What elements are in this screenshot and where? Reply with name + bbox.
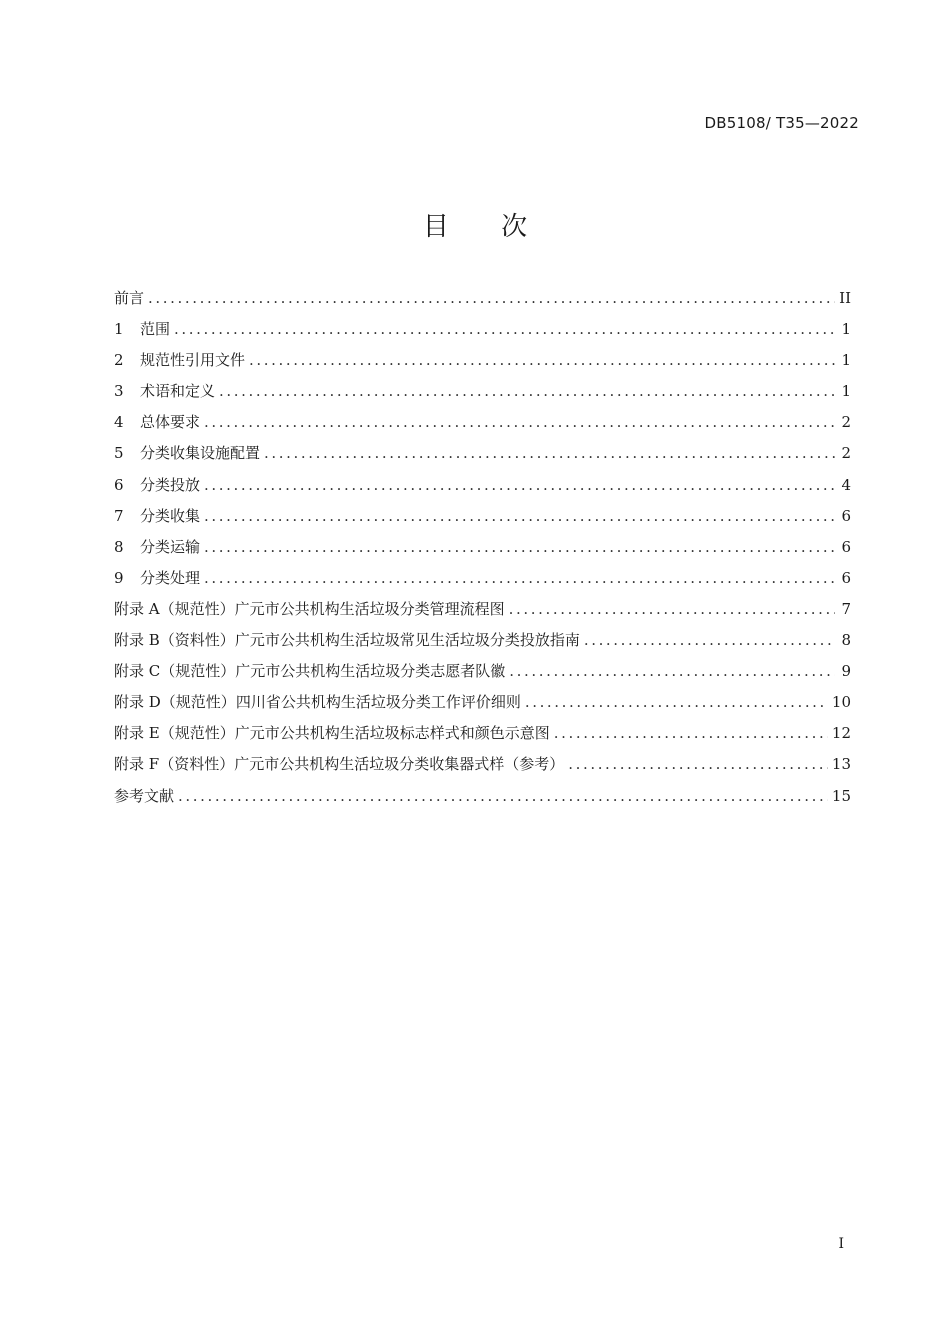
toc-dot-leader	[509, 594, 835, 625]
toc-entry-page: 8	[841, 631, 851, 650]
toc-entry-label: 四川省公共机构生活垃圾分类工作评价细则	[235, 693, 521, 712]
toc-entry-kind: （规范性）	[160, 662, 236, 681]
toc-entry-annex: 附录 C	[114, 662, 161, 681]
toc-entry-annex: 附录 A	[114, 599, 160, 618]
toc-entry-page: 1	[841, 382, 851, 401]
toc-entry-page: 2	[841, 444, 851, 463]
toc-entry-number: 9	[114, 568, 124, 587]
toc-dot-leader	[509, 656, 835, 687]
toc-entry-page: 2	[841, 413, 851, 432]
toc-entry-number: 8	[114, 537, 124, 556]
toc-entry[interactable]	[114, 283, 851, 314]
toc-entry[interactable]	[114, 687, 851, 718]
toc-entry-label: 分类处理	[140, 568, 201, 587]
toc-entry-label: 分类收集设施配置	[140, 444, 261, 463]
toc-entry[interactable]	[114, 501, 851, 532]
toc-entry-page: 7	[841, 599, 851, 618]
toc-entry-kind: （资料性）	[159, 631, 235, 650]
toc-entry[interactable]	[114, 625, 851, 656]
toc-entry[interactable]	[114, 376, 851, 407]
toc-entry-number: 2	[114, 351, 124, 370]
toc-entry[interactable]	[114, 749, 851, 780]
toc-entry-label: 广元市公共机构生活垃圾分类管理流程图	[234, 599, 505, 618]
toc-entry-number: 7	[114, 506, 124, 525]
toc-entry-annex: 附录 F	[114, 755, 160, 774]
toc-entry[interactable]	[114, 594, 851, 625]
toc-entry-label: 规范性引用文件	[140, 351, 246, 370]
toc-dot-leader	[584, 625, 835, 656]
toc-entry-kind: （规范性）	[160, 693, 236, 712]
toc-entry-page: 1	[841, 320, 851, 339]
toc-dot-leader	[264, 438, 835, 469]
toc-entry-page: II	[839, 289, 851, 307]
toc-entry-page: 1	[841, 351, 851, 370]
toc-entry-label: 分类运输	[140, 537, 201, 556]
toc-entry-number: 3	[114, 382, 124, 401]
toc-entry-label: 前言	[114, 289, 145, 307]
toc-entry[interactable]	[114, 563, 851, 594]
toc-entry-kind: （规范性）	[159, 724, 235, 743]
toc-entry-page: 10	[831, 693, 851, 712]
toc-entry-label: 广元市公共机构生活垃圾分类志愿者队徽	[235, 662, 506, 681]
toc-dot-leader	[204, 532, 835, 563]
toc-entry[interactable]	[114, 781, 851, 812]
toc-entry-label: 参考文献	[114, 786, 175, 805]
toc-entry[interactable]	[114, 407, 851, 438]
toc-entry-page: 15	[831, 786, 851, 805]
toc-dot-leader	[174, 314, 835, 345]
toc-entry-label: 广元市公共机构生活垃圾标志样式和颜色示意图	[234, 724, 550, 743]
toc-entry-label: 分类收集	[140, 506, 201, 525]
toc-entry-number: 6	[114, 475, 124, 494]
toc-entry[interactable]	[114, 438, 851, 469]
toc-entry-number: 4	[114, 413, 124, 432]
toc-entry-label: 广元市公共机构生活垃圾常见生活垃圾分类投放指南	[234, 631, 580, 650]
toc-entry-label: 分类投放	[140, 475, 201, 494]
toc-dot-leader	[204, 470, 835, 501]
toc-entry-label: 总体要求	[140, 413, 201, 432]
toc-entry-label: 术语和定义	[140, 382, 216, 401]
toc-title: 目 次	[422, 212, 550, 242]
toc-dot-leader	[525, 687, 828, 718]
toc-entry[interactable]	[114, 656, 851, 687]
toc-entry-number: 1	[114, 320, 124, 339]
toc-entry-page: 13	[831, 755, 851, 774]
toc-dot-leader	[148, 283, 835, 314]
toc-dot-leader	[178, 781, 828, 812]
toc-entry-label: 范围	[140, 320, 171, 339]
toc-entry-page: 12	[831, 724, 851, 743]
toc-entry[interactable]	[114, 718, 851, 749]
toc-dot-leader	[554, 718, 828, 749]
toc-entry[interactable]	[114, 314, 851, 345]
toc-entry-kind: （规范性）	[159, 599, 235, 618]
document-code: DB5108/ T35—2022	[704, 114, 859, 132]
table-of-contents	[114, 283, 851, 812]
toc-dot-leader	[204, 407, 835, 438]
toc-entry-annex: 附录 E	[114, 724, 160, 743]
toc-entry-annex: 附录 B	[114, 631, 160, 650]
toc-entry-page: 6	[841, 568, 851, 587]
toc-dot-leader	[219, 376, 835, 407]
toc-entry[interactable]	[114, 345, 851, 376]
toc-entry-annex: 附录 D	[114, 693, 161, 712]
toc-entry-kind: （资料性）	[159, 755, 235, 774]
toc-dot-leader	[249, 345, 835, 376]
page-number: I	[838, 1236, 844, 1252]
toc-entry-number: 5	[114, 444, 124, 463]
toc-entry-page: 6	[841, 537, 851, 556]
toc-dot-leader	[204, 563, 835, 594]
toc-entry-page: 9	[841, 662, 851, 681]
toc-entry-page: 4	[841, 475, 851, 494]
toc-dot-leader	[204, 501, 835, 532]
toc-dot-leader	[568, 749, 828, 780]
toc-entry-label: 广元市公共机构生活垃圾分类收集器式样（参考）	[234, 755, 565, 774]
toc-entry[interactable]	[114, 532, 851, 563]
toc-entry[interactable]	[114, 470, 851, 501]
toc-entry-page: 6	[841, 506, 851, 525]
